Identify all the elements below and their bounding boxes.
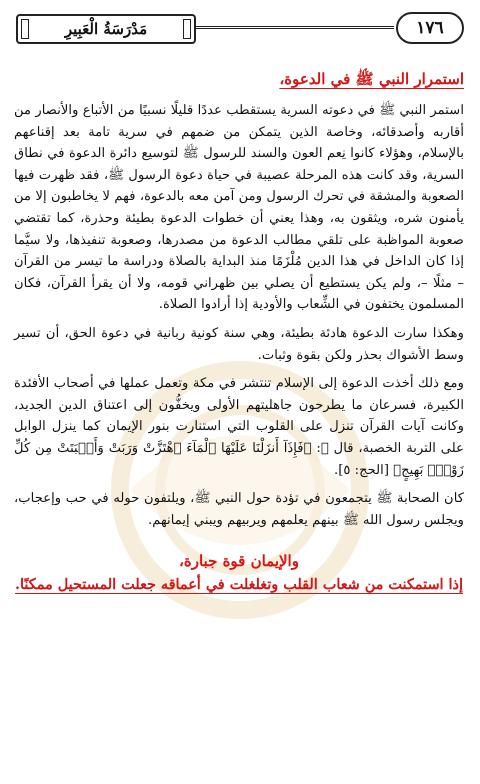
page-header [8, 8, 472, 44]
closing-line: والإيمان قوة جبارة، [179, 552, 299, 571]
paragraph: كان الصحابة ﷺ يتجمعون في تؤدة حول النبي ﷺ، ويلتفون حوله في حب وإعجاب، ويجلس رسول الله ﷺ بينهم يعلمهم ويربيهم ويبني إيمانهم. [14, 491, 464, 528]
closing-line: إذا استمكنت من شعاب القلب وتغلغلت في أعماقه جعلت المستحيل ممكنًا. [15, 576, 463, 594]
page-content [14, 66, 464, 597]
page-number: ١٧٦ [396, 12, 464, 44]
closing-statement [14, 549, 464, 597]
book-title-banner [16, 14, 196, 44]
book-title: مَدْرَسَةُ الْعَبِيرِ [64, 20, 148, 38]
paragraph: وهكذا سارت الدعوة هادئة بطيئة، وهي سنة كونية ربانية في دعوة الحق، أن تسير وسط الأشواك بحذر ولكن بقوة وثبات. [14, 325, 464, 363]
paragraph: استمر النبي ﷺ في دعوته السرية يستقطب عددًا قليلًا نسبيًا من الأتباع والأنصار من أقاربه وأصدقائه، وخاصة الذين يتمكن من ضمهم في سرية تامة بعد إقناعهم بالإسلام، وهؤلاء كانوا نِعم العون والسند للرسول ﷺ لتوسيع دائرة الدعوة في نطاق السرية، وقد كانت هذه المرحلة عصيبة في حياة دعوة الرسول ﷺ، فقد ظهرت فيها الصعوبة والمشقة في تحرك الرسول ومن آمن معه بالدعوة، فهم لا يخاطبون إلا من يأمنون شره، ويثقون به، وهذا يعني أن خطوات الدعوة بطيئة وحذرة، كما تقتضي صعوبة المواظبة على تلقي مطالب الدعوة من مصدرها، وصعوبة تنفيذها، ولا سيَّما إذا كان الداخل في هذا الدين مُلْزَمًا منذ البداية بالصلاة ودراسة ما تيسر من القرآن – مثلًا –، ولم يكن يستطيع أن يصلي بين ظهراني قومه، ولا أن يقرأ القرآن، فكان المسلمون يختفون في الشِّعاب والأودية إذا أرادوا الصلاة. [14, 103, 464, 313]
header-rule [196, 26, 394, 29]
paragraph: ومع ذلك أخذت الدعوة إلى الإسلام تنتشر في مكة وتعمل عملها في أصحاب الأفئدة الكبيرة، فسرعان ما يطرحون جاهليتهم الأولى ويخفُّون إلى اعتناق الدين الجديد، وكانت آيات القرآن تنزل على القلوب التي استنارت بنور الإيمان كما ينزل الوابل على التربة الخصبة، قال ﷻ: ﴿فَإِذَآ أَنزَلْنَا عَلَيْهَا ٱلْمَآءَ ٱهْتَزَّتْ وَرَبَتْ وَأَنۢبَتَتْ مِن كُلِّ زَوْجٍۭ بَهِيجٍ﴾ [الحج: ٥]. [14, 376, 464, 478]
section-title: استمرار النبي ﷺ في الدعوة، [279, 70, 464, 88]
